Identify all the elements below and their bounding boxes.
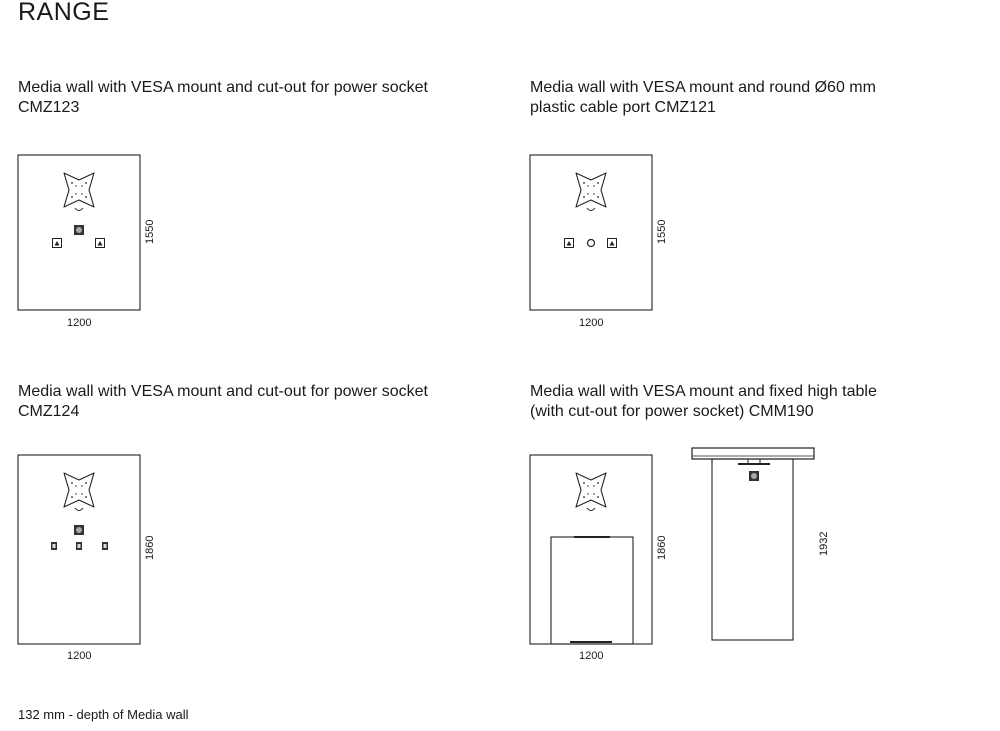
vesa-mount-icon	[64, 173, 94, 211]
page-title: RANGE	[18, 0, 110, 26]
vesa-mount-icon	[576, 473, 606, 511]
socket-cutout-icon	[96, 239, 105, 248]
caption-line: Media wall with VESA mount and cut-out for power socket	[18, 383, 428, 400]
table-top-side	[692, 448, 814, 459]
socket-cutout-icon	[53, 239, 62, 248]
height-dimension: 1860	[656, 535, 668, 560]
vesa-mount-icon	[64, 473, 94, 511]
caption-line: plastic cable port CMZ121	[530, 99, 716, 116]
table-height-dimension: 1932	[818, 531, 830, 556]
drawing-cmz124	[18, 455, 140, 644]
caption-line: Media wall with VESA mount and round Ø60 mm	[530, 79, 876, 96]
power-socket-icon	[74, 225, 84, 235]
power-socket-icon	[74, 525, 84, 535]
caption-line: CMZ124	[18, 403, 80, 420]
socket-cutout-icon	[608, 239, 617, 248]
wall-panel	[530, 455, 652, 644]
caption-line: (with cut-out for power socket) CMM190	[530, 403, 814, 420]
caption-line: CMZ123	[18, 99, 80, 116]
height-dimension: 1860	[144, 535, 156, 560]
caption-line: Media wall with VESA mount and fixed high table	[530, 383, 877, 400]
socket-cutout-icon	[51, 542, 57, 550]
width-dimension: 1200	[67, 317, 92, 329]
wall-panel	[530, 155, 652, 310]
cable-port-icon	[588, 240, 595, 247]
socket-cutout-icon	[102, 542, 108, 550]
depth-footnote: 132 mm - depth of Media wall	[18, 707, 189, 722]
drawing-cmz121	[530, 155, 652, 310]
vesa-mount-icon	[576, 173, 606, 211]
drawing-cmm190	[530, 448, 814, 644]
power-socket-icon	[749, 471, 759, 481]
drawing-cmz123	[18, 155, 140, 310]
width-dimension: 1200	[579, 317, 604, 329]
socket-cutout-icon	[565, 239, 574, 248]
height-dimension: 1550	[144, 219, 156, 244]
high-table-front	[551, 537, 633, 644]
height-dimension: 1550	[656, 219, 668, 244]
wall-panel-side	[712, 459, 793, 640]
width-dimension: 1200	[579, 650, 604, 662]
caption-line: Media wall with VESA mount and cut-out for power socket	[18, 79, 428, 96]
socket-cutout-icon	[76, 542, 82, 550]
width-dimension: 1200	[67, 650, 92, 662]
